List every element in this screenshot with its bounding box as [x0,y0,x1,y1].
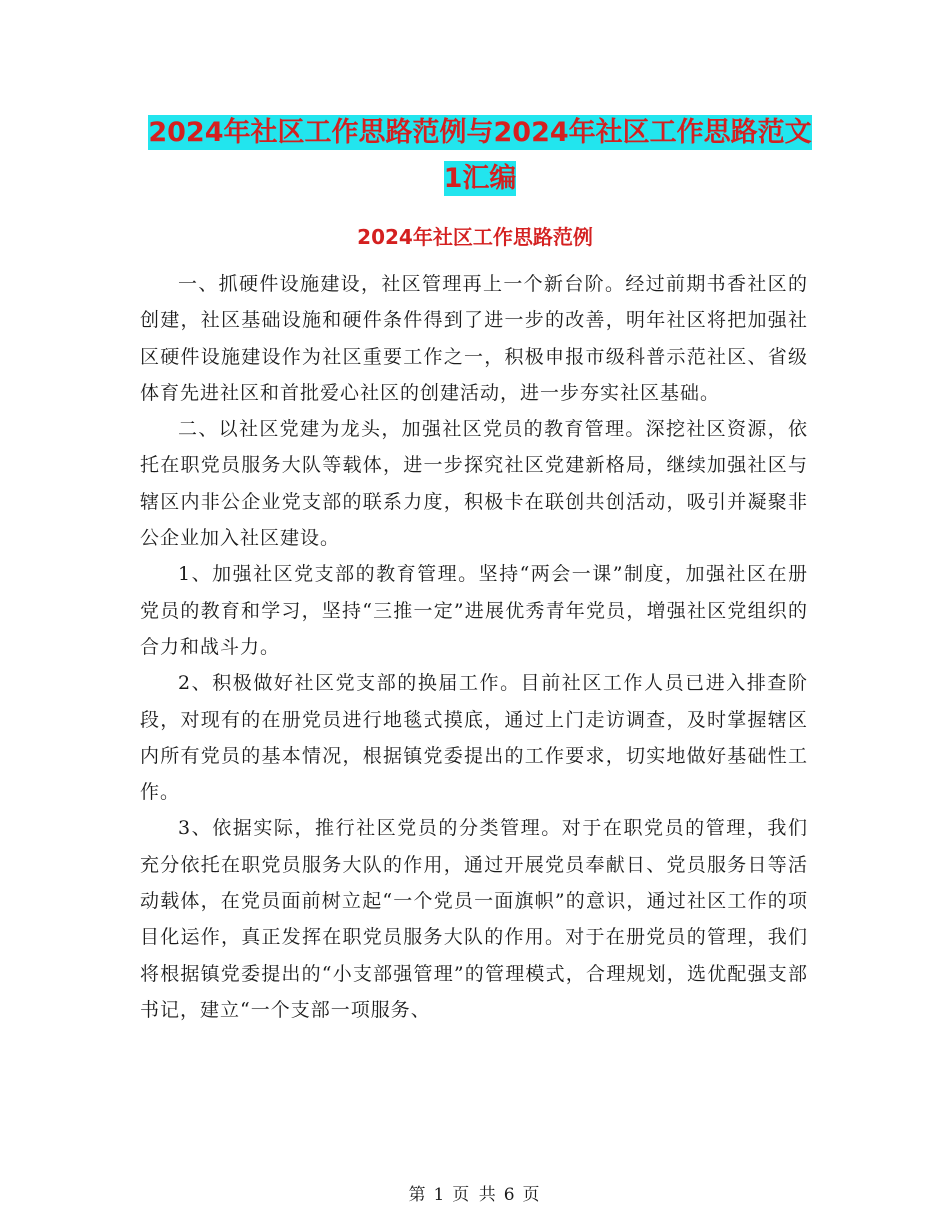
document-title-line2: 1汇编 [443,163,517,194]
paragraph: 一、抓硬件设施建设，社区管理再上一个新台阶。经过前期书香社区的创建，社区基础设施和硬件条件得到了进一步的改善，明年社区将把加强社区硬件设施建设作为社区重要工作之一，积极申报市级科普示范社区、省级体育先进社区和首批爱心社区的创建活动，进一步夯实社区基础。 [140,273,808,404]
section-title: 2024年社区工作思路范例 [357,225,593,249]
page-footer [0,1180,950,1205]
paragraph: 2、积极做好社区党支部的换届工作。目前社区工作人员已进入排查阶段，对现有的在册党员进行地毯式摸底，通过上门走访调查，及时掌握辖区内所有党员的基本情况，根据镇党委提出的工作要求，切实地做好基础性工作。 [140,672,808,804]
footer-current-page: 1 [433,1185,447,1205]
footer-total-pages: 6 [503,1185,517,1205]
paragraph: 1、加强社区党支部的教育管理。坚持“两会一课”制度，加强社区在册党员的教育和学习，坚持“三推一定”进展优秀青年党员，增强社区党组织的合力和战斗力。 [140,563,808,658]
footer-middle: 页 共 [452,1185,498,1205]
document-title [140,110,820,202]
document-title-line1: 2024年社区工作思路范例与2024年社区工作思路范文 [148,117,812,148]
paragraph: 二、以社区党建为龙头，加强社区党员的教育管理。深挖社区资源，依托在职党员服务大队等载体，进一步探究社区党建新格局，继续加强社区与辖区内非公企业党支部的联系力度，积极卡在联创共创活动，吸引并凝聚非公企业加入社区建设。 [140,418,808,550]
document-body [140,266,808,1028]
paragraph: 3、依据实际，推行社区党员的分类管理。对于在职党员的管理，我们充分依托在职党员服务大队的作用，通过开展党员奉献日、党员服务日等活动载体，在党员面前树立起“一个党员一面旗帜”的意识，通过社区工作的项目化运作，真正发挥在职党员服务大队的作用。对于在册党员的管理，我们将根据镇党委提出的“小支部强管理”的管理模式，合理规划，选优配强支部书记，建立“一个支部一项服务、 [140,817,808,1021]
footer-suffix: 页 [522,1185,542,1205]
footer-prefix: 第 [408,1185,428,1205]
